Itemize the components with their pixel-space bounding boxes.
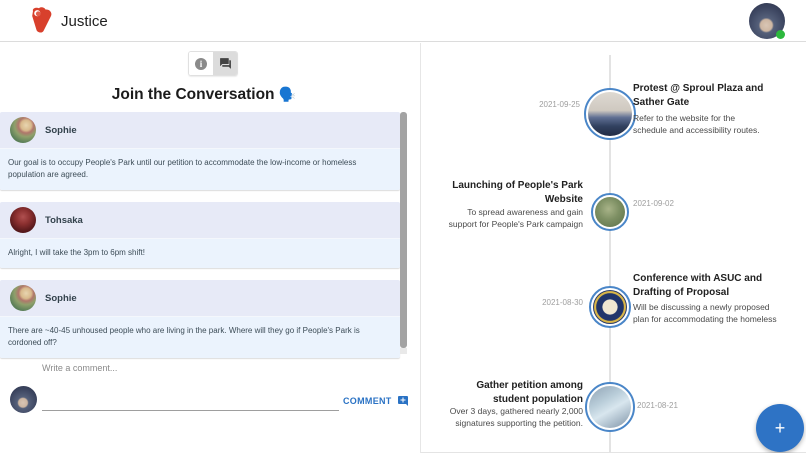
- chat-scrollbar-track: [400, 348, 407, 354]
- comment-user-avatar: [10, 386, 37, 413]
- event-image-petition[interactable]: [585, 382, 635, 432]
- message-author: Tohsaka: [45, 214, 83, 226]
- event-image-park-website[interactable]: [591, 193, 629, 231]
- justice-logo-icon: [30, 7, 54, 35]
- event-date: 2021-09-25: [539, 100, 580, 109]
- message-card: [0, 202, 400, 268]
- message-text: Alright, I will take the 3pm to 6pm shift!: [0, 239, 400, 268]
- comment-submit-button[interactable]: [343, 395, 409, 407]
- message-list: [0, 112, 400, 370]
- message-text: Our goal is to occupy People's Park until our petition to accommodate the low-income or homeless population are agreed.: [0, 149, 400, 190]
- info-toggle-button[interactable]: [189, 52, 213, 75]
- event-title: Gather petition among student population: [476, 380, 583, 405]
- event-title: Conference with ASUC and Drafting of Proposal: [633, 273, 763, 298]
- event-description: Over 3 days, gathered nearly 2,000 signatures supporting the petition.: [449, 406, 583, 428]
- event-title: Launching of People's Park Website: [452, 180, 583, 205]
- chat-toggle-button[interactable]: [213, 52, 237, 75]
- app-title: Justice: [61, 12, 108, 30]
- add-comment-icon: [397, 395, 409, 407]
- add-event-fab[interactable]: [756, 404, 804, 452]
- view-toggle-group: [188, 51, 238, 76]
- event-description: Will be discussing a newly proposed plan for accommodating the homeless: [633, 302, 777, 324]
- event-description: Refer to the website for the schedule and accessibility routes.: [633, 113, 760, 135]
- chat-scrollbar[interactable]: [400, 112, 407, 348]
- user-avatar[interactable]: [749, 3, 785, 39]
- message-author: Sophie: [45, 124, 77, 136]
- event-image-asuc-logo[interactable]: [589, 286, 631, 328]
- event-title: Protest @ Sproul Plaza and Sather Gate: [633, 83, 764, 108]
- info-icon: i: [195, 58, 207, 70]
- event-date: 2021-08-21: [637, 401, 678, 410]
- message-card: [0, 112, 400, 190]
- comment-placeholder-label: Write a comment...: [42, 363, 118, 373]
- online-status-dot: [776, 30, 785, 39]
- speaking-head-emoji: 🗣️: [278, 86, 297, 102]
- message-text: There are ~40-45 unhoused people who are living in the park. Where will they go if People's Park is cordoned off?: [0, 317, 400, 358]
- event-date: 2021-08-30: [542, 298, 583, 307]
- event-date: 2021-09-02: [633, 199, 674, 208]
- comment-button-label: COMMENT: [343, 396, 392, 406]
- event-image-protest[interactable]: [584, 88, 636, 140]
- forum-icon: [219, 57, 232, 70]
- avatar-tohsaka[interactable]: [10, 207, 36, 233]
- message-author: Sophie: [45, 292, 77, 304]
- logo[interactable]: [30, 7, 108, 35]
- app-header: [0, 0, 806, 42]
- conversation-panel: [0, 43, 421, 453]
- avatar-sophie[interactable]: [10, 117, 36, 143]
- avatar-sophie[interactable]: [10, 285, 36, 311]
- comment-input[interactable]: [42, 391, 339, 411]
- timeline-panel: [421, 43, 806, 453]
- message-card: [0, 280, 400, 358]
- event-description: To spread awareness and gain support for People's Park campaign: [448, 207, 583, 229]
- plus-icon: +: [774, 417, 786, 438]
- conversation-title: Join the Conversation 🗣️: [111, 86, 297, 103]
